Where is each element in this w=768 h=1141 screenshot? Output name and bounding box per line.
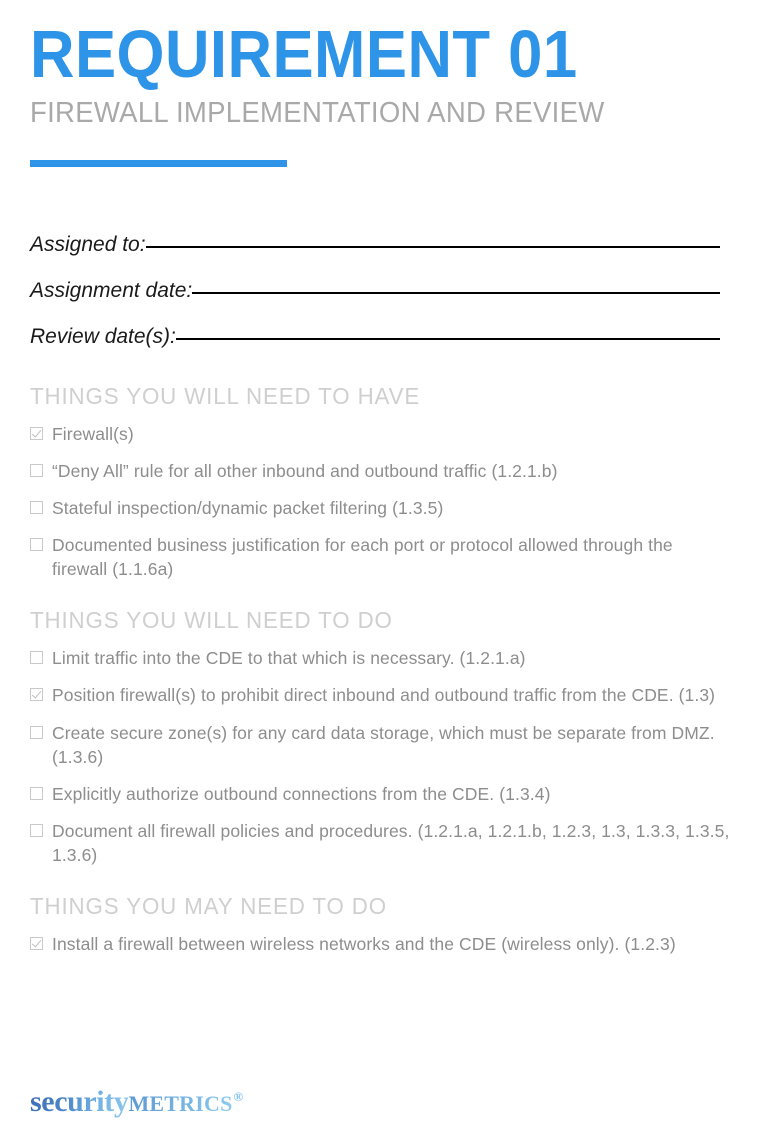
list-item-label: Limit traffic into the CDE to that which is necessary. (1.2.1.a) <box>52 648 526 669</box>
form-row-review-dates <box>30 325 720 349</box>
checklist-may-do <box>30 932 738 956</box>
list-item-label: Install a firewall between wireless networks and the CDE (wireless only). (1.2.3) <box>52 934 676 955</box>
form-row-assignment-date <box>30 279 720 303</box>
list-item-label: Explicitly authorize outbound connections from the CDE. (1.3.4) <box>52 783 551 804</box>
review-dates-input-line[interactable] <box>176 338 720 340</box>
list-item-label: Firewall(s) <box>52 423 134 444</box>
checkbox-icon[interactable] <box>30 464 43 477</box>
list-item[interactable] <box>30 459 730 483</box>
list-item[interactable] <box>30 932 730 956</box>
checklist-have <box>30 422 738 582</box>
document-header <box>30 0 738 167</box>
assigned-to-label: Assigned to: <box>30 232 146 256</box>
section-things-to-do <box>30 607 738 867</box>
assignment-form <box>30 233 738 349</box>
checklist-do <box>30 646 738 867</box>
list-item[interactable] <box>30 683 730 707</box>
list-item-label: Create secure zone(s) for any card data storage, which must be separate from DMZ. (1.3.6) <box>52 722 715 767</box>
checkbox-icon[interactable] <box>30 726 43 739</box>
accent-divider <box>30 160 287 167</box>
list-item[interactable] <box>30 819 730 867</box>
list-item-label: “Deny All” rule for all other inbound and outbound traffic (1.2.1.b) <box>52 460 558 481</box>
list-item[interactable] <box>30 782 730 806</box>
assignment-date-label: Assignment date: <box>30 278 193 302</box>
list-item[interactable] <box>30 533 730 581</box>
list-item[interactable] <box>30 721 730 769</box>
list-item-label: Stateful inspection/dynamic packet filtering (1.3.5) <box>52 497 444 518</box>
page-title: REQUIREMENT 01 <box>30 17 578 92</box>
checkbox-icon[interactable] <box>30 538 43 551</box>
page-subtitle: FIREWALL IMPLEMENTATION AND REVIEW <box>30 96 605 129</box>
registered-trademark-icon: ® <box>233 1089 244 1104</box>
checkbox-checked-icon[interactable] <box>30 427 43 440</box>
assigned-to-input-line[interactable] <box>146 246 720 248</box>
checkbox-checked-icon[interactable] <box>30 688 43 701</box>
section-things-to-have <box>30 383 738 582</box>
review-dates-label: Review date(s): <box>30 324 176 348</box>
checkbox-icon[interactable] <box>30 824 43 837</box>
logo-secondary-text: METRICS <box>128 1091 233 1116</box>
assignment-date-input-line[interactable] <box>192 292 720 294</box>
list-item[interactable] <box>30 422 730 446</box>
logo-primary-text: security <box>30 1085 129 1118</box>
form-row-assigned-to <box>30 233 720 257</box>
list-item-label: Document all firewall policies and procedures. (1.2.1.a, 1.2.1.b, 1.2.3, 1.3, 1.3.3, 1.3.5, 1.3.6) <box>52 820 730 866</box>
list-item[interactable] <box>30 496 730 520</box>
securitymetrics-logo <box>30 1085 243 1119</box>
checkbox-icon[interactable] <box>30 787 43 800</box>
section-heading-have: THINGS YOU WILL NEED TO HAVE <box>30 382 421 409</box>
checkbox-icon[interactable] <box>30 501 43 514</box>
checkbox-checked-icon[interactable] <box>30 937 43 950</box>
section-heading-may-do: THINGS YOU MAY NEED TO DO <box>30 893 387 920</box>
section-heading-do: THINGS YOU WILL NEED TO DO <box>30 607 393 634</box>
checkbox-icon[interactable] <box>30 651 43 664</box>
list-item-label: Documented business justification for each port or protocol allowed through the firewall (1.1.6a) <box>52 534 673 580</box>
section-things-may-need-to-do <box>30 893 738 956</box>
list-item[interactable] <box>30 646 730 670</box>
document-footer <box>30 1085 243 1119</box>
list-item-label: Position firewall(s) to prohibit direct inbound and outbound traffic from the CDE. (1.3) <box>52 685 716 706</box>
